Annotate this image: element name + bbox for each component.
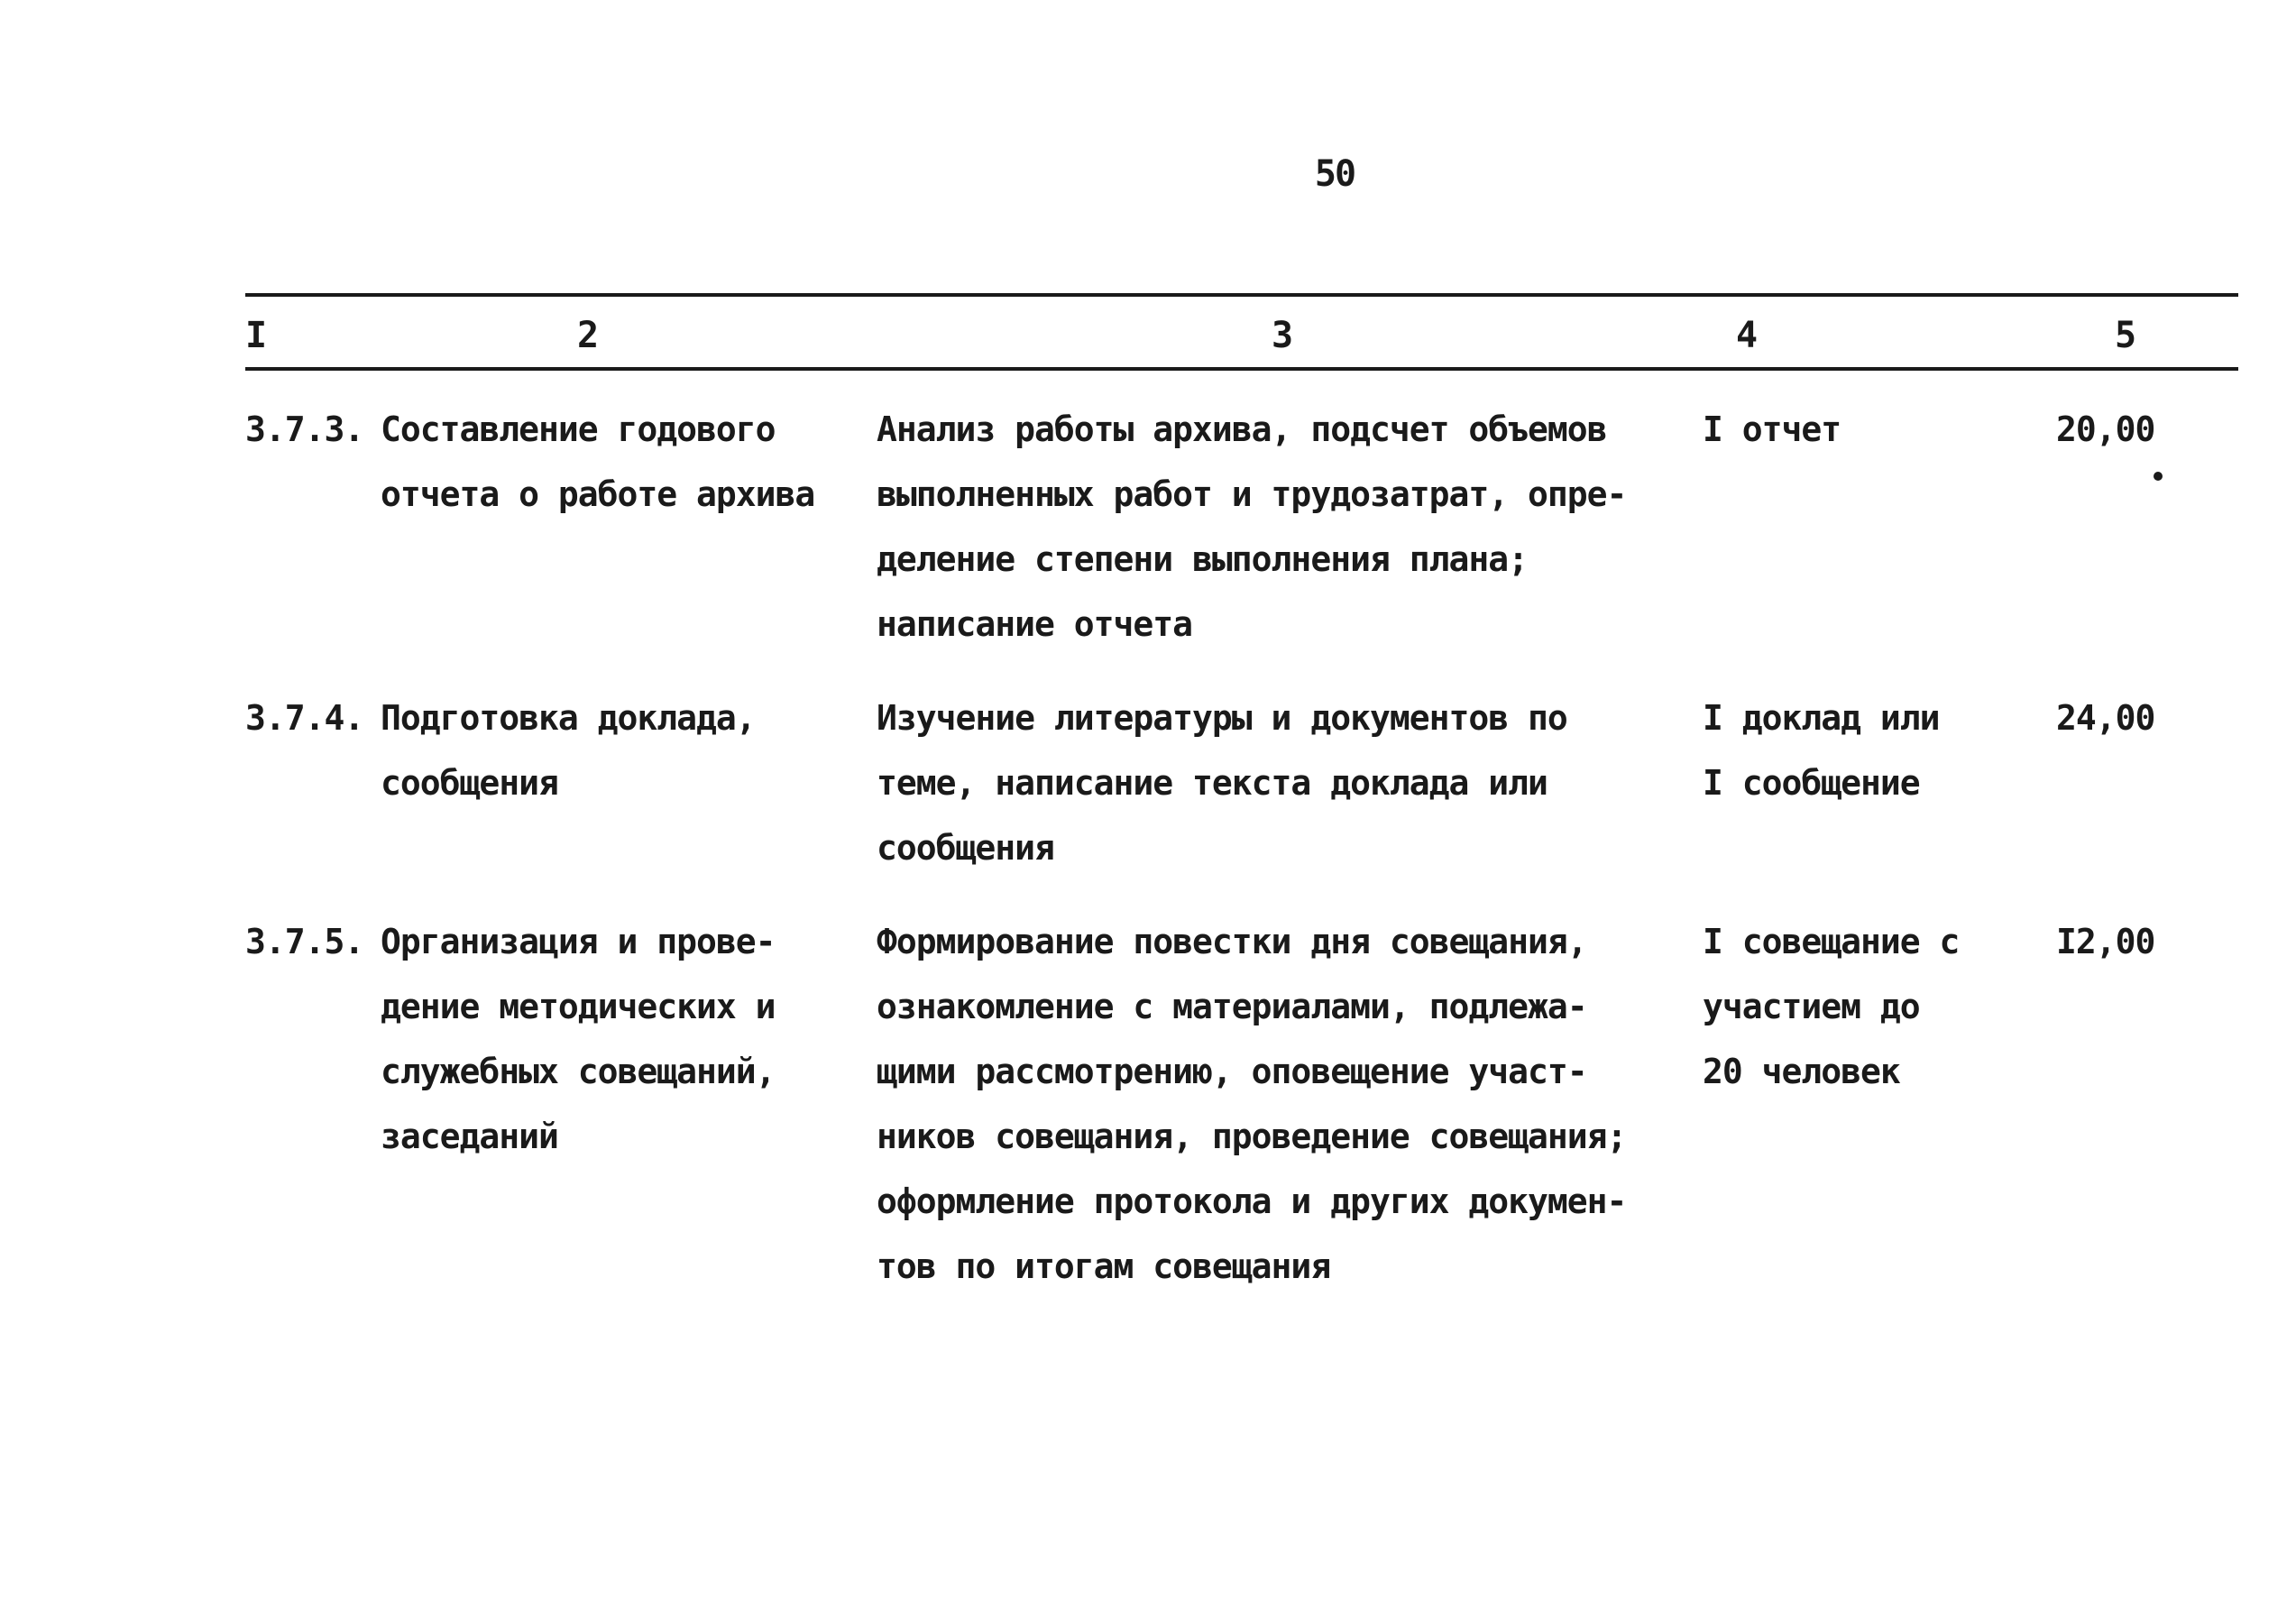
column-header-4: 4 [1736,315,1759,356]
row-norm: I2,00 [2056,922,2155,961]
row-unit: I совещание с участием до 20 человек [1703,922,1960,1091]
column-header-3: 3 [1272,315,1294,356]
row-unit: I отчет [1703,409,1841,449]
column-header-1: I [245,315,268,356]
row-number: 3.7.4. [245,698,364,738]
row-unit: I доклад или I сообщение [1703,698,1940,803]
row-description: Изучение литературы и документов по теме, написание текста доклада или сообщения [877,698,1567,868]
row-name: Организация и прове- дение методических и служебных совещаний, заседаний [381,922,776,1156]
row-number: 3.7.3. [245,409,364,449]
row-description: Анализ работы архива, подсчет объемов выполненных работ и трудозатрат, опре- деление степени выполнения плана; написание отчета [877,409,1627,644]
page-number: 50 [1314,153,1355,195]
row-number: 3.7.5. [245,922,364,961]
row-norm: 24,00 [2056,698,2155,738]
column-header-5: 5 [2115,315,2137,356]
table-header-rule [245,367,2238,371]
row-description: Формирование повестки дня совещания, ознакомление с материалами, подлежа- щими рассмотрению, оповещение участ- ников совещания, проведение совещания; оформление протокола и других докумен- тов по итогам совещания [877,922,1627,1286]
row-name: Составление годового отчета о работе архива [381,409,815,514]
row-norm: 20,00 [2056,409,2155,449]
ink-dot [2154,472,2163,481]
table-top-rule [245,293,2238,297]
row-name: Подготовка доклада, сообщения [381,698,756,803]
column-header-2: 2 [577,315,600,356]
